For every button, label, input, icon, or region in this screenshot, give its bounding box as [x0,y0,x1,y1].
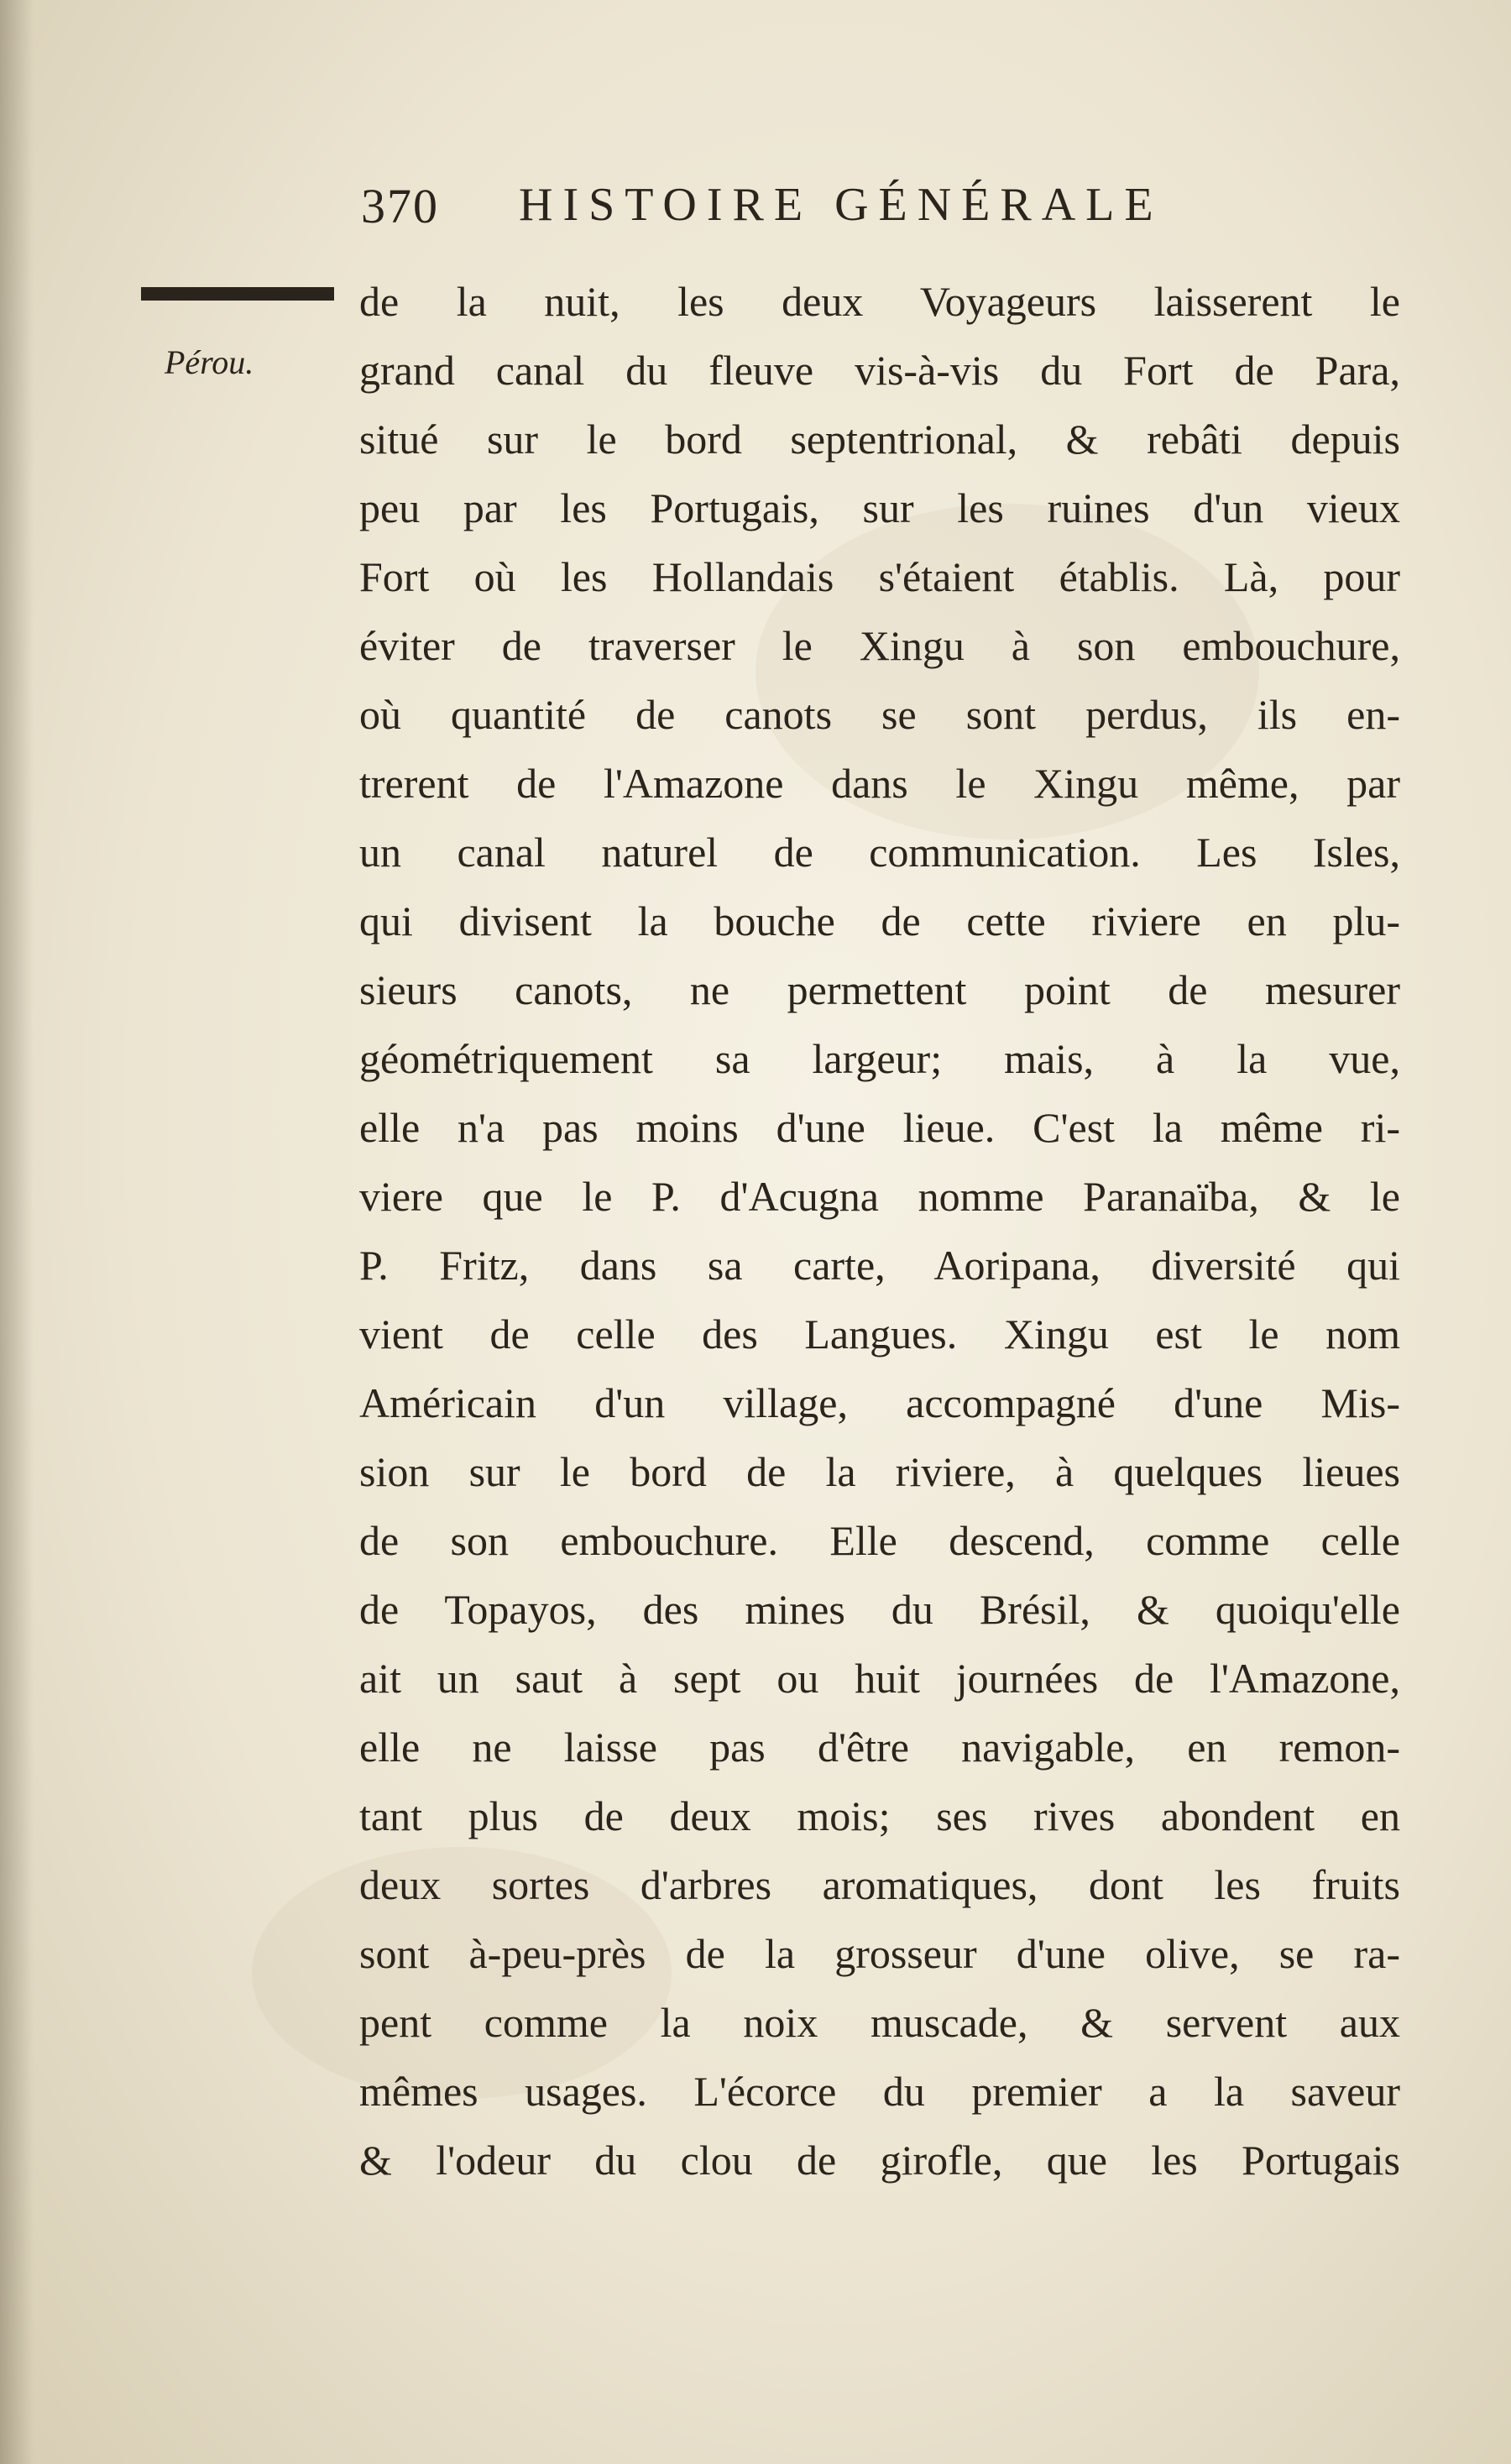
text-line: ait un saut à sept ou huit journées de l'Amazone, [359,1655,1400,1702]
text-line: & l'odeur du clou de girofle, que les Portugais [359,2137,1400,2184]
margin-rule [141,287,334,301]
text-line: elle ne laisse pas d'être navigable, en remon- [359,1724,1400,1771]
text-line: grand canal du fleuve vis-à-vis du Fort de Para, [359,347,1400,394]
text-line: qui divisent la bouche de cette riviere en plu- [359,897,1400,944]
text-line: sieurs canots, ne permettent point de mesurer [359,966,1400,1013]
text-line: trerent de l'Amazone dans le Xingu même, par [359,760,1400,807]
text-line: sion sur le bord de la riviere, à quelques lieues [359,1448,1400,1495]
text-line: Fort où les Hollandais s'étaient établis. Là, pour [359,553,1400,600]
text-line: Américain d'un village, accompagné d'une Mis- [359,1379,1400,1426]
text-line: vient de celle des Langues. Xingu est le nom [359,1310,1400,1358]
running-title: HISTOIRE GÉNÉRALE [519,179,1163,231]
page-gutter-shadow [0,0,34,2464]
text-line: éviter de traverser le Xingu à son embouchure, [359,622,1400,669]
text-line: viere que le P. d'Acugna nomme Paranaïba, & le [359,1173,1400,1220]
text-line: de son embouchure. Elle descend, comme celle [359,1517,1400,1564]
page-header [361,178,1352,245]
text-line: sont à-peu-près de la grosseur d'une olive, se ra- [359,1930,1400,1977]
page-number: 370 [361,179,439,233]
text-line: situé sur le bord septentrional, & rebâti depuis [359,416,1400,463]
text-line: un canal naturel de communication. Les Isles, [359,829,1400,876]
text-line: P. Fritz, dans sa carte, Aoripana, diversité qui [359,1242,1400,1289]
text-line: peu par les Portugais, sur les ruines d'un vieux [359,484,1400,531]
margin-note: Pérou. [165,343,254,381]
text-line: deux sortes d'arbres aromatiques, dont les fruits [359,1861,1400,1908]
text-line: de la nuit, les deux Voyageurs laisserent le [359,278,1400,325]
text-line: où quantité de canots se sont perdus, ils en- [359,691,1400,738]
text-line: de Topayos, des mines du Brésil, & quoiqu'elle [359,1586,1400,1633]
text-line: mêmes usages. L'écorce du premier a la saveur [359,2068,1400,2115]
body-text [359,267,1400,2195]
text-line: pent comme la noix muscade, & servent aux [359,1999,1400,2046]
text-line: tant plus de deux mois; ses rives abondent en [359,1792,1400,1839]
text-line: géométriquement sa largeur; mais, à la vue, [359,1035,1400,1082]
text-line: elle n'a pas moins d'une lieue. C'est la même ri- [359,1104,1400,1151]
